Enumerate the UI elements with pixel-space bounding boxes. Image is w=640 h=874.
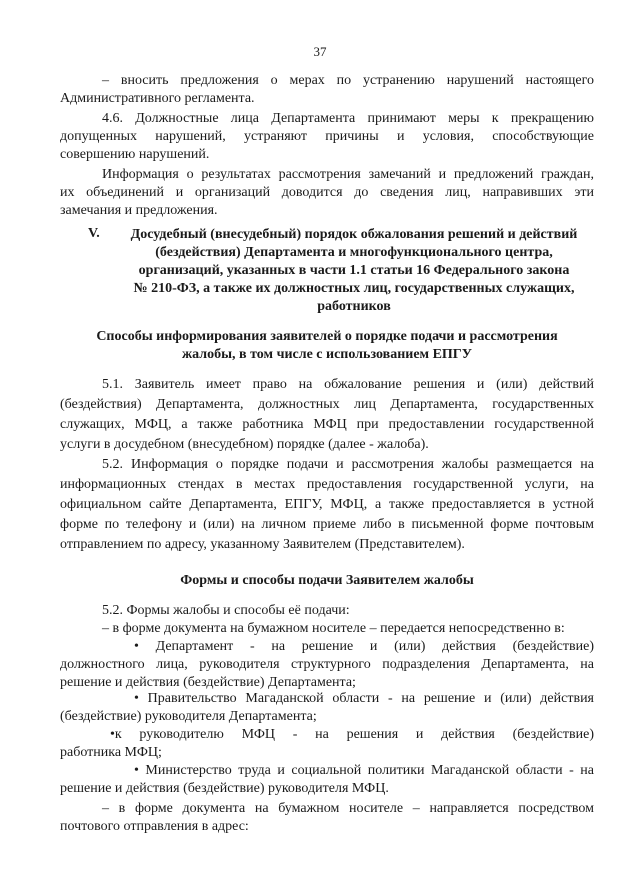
text-line: работника МФЦ; [60,745,162,760]
section-title-line: (бездействия) Департамента и многофункционального центра, [155,245,553,260]
text-line: замечания и предложения. [60,203,218,218]
text-line: почтового отправления в адрес: [60,819,249,834]
text-line: – в форме документа на бумажном носителе – передается непосредственно в: [102,621,565,636]
text-line: решение и действия (бездействие) руководителя МФЦ. [60,781,389,796]
text-line: – в форме документа на бумажном носителе – направляется посредством [102,801,594,816]
section-number: V. [88,226,100,241]
text-line: совершению нарушений. [60,147,210,162]
text-line: Информация о результатах рассмотрения замечаний и предложений граждан, [102,167,594,182]
section-title-line: работников [317,299,391,314]
text-line: услуги в досудебном (внесудебном) порядке (далее - жалоба). [60,437,429,452]
text-line: Административного регламента. [60,91,255,106]
text-line: 5.2. Формы жалобы и способы её подачи: [102,603,350,618]
text-line: 5.1. Заявитель имеет право на обжалование решения и (или) действий [102,377,594,392]
list-item: • Правительство Магаданской области - на решение и (или) действия [134,691,594,706]
subheading: Формы и способы подачи Заявителем жалобы [180,573,474,588]
text-line: информационных стендах в местах предоставления государственной услуги, на [60,477,594,492]
text-line: (бездействия) Департамента, должностных лиц Департамента, государственных [60,397,594,412]
list-item: • Департамент - на решение и (или) действия (бездействие) [134,639,594,654]
section-title-line: Досудебный (внесудебный) порядок обжалования решений и действий [130,227,578,242]
section-title-line: организаций, указанных в части 1.1 статьи 16 Федерального закона [138,263,570,278]
text-line: – вносить предложения о мерах по устранению нарушений настоящего [102,73,594,88]
list-item: • Министерство труда и социальной политики Магаданской области - на [134,763,594,778]
list-item: •к руководителю МФЦ - на решения и действия (бездействие) [110,727,594,742]
page-number: 37 [313,44,327,59]
subheading: жалобы, в том числе с использованием ЕПГУ [181,347,472,362]
text-line: должностного лица, руководителя структурного подразделения Департамента, на [60,657,594,672]
section-title-line: № 210-ФЗ, а также их должностных лиц, государственных служащих, [133,281,575,296]
text-line: отправлением по адресу, указанному Заявителем (Представителем). [60,537,465,552]
text-line: официальном сайте Департамента, ЕПГУ, МФЦ, а также предоставляется в устной [60,497,594,512]
text-line: форме по телефону и (или) на личном приеме либо в письменной форме почтовым [60,517,594,532]
subheading: Способы информирования заявителей о порядке подачи и рассмотрения [96,329,558,344]
text-line: их объединений и организаций доводится до сведения лиц, направивших эти [60,185,594,200]
text-line: (бездействие) руководителя Департамента; [60,709,317,724]
text-line: служащих, МФЦ, а также работника МФЦ при предоставлении государственной [60,417,594,432]
text-line: решение и действия (бездействие) Департамента; [60,675,356,690]
text-line: 5.2. Информация о порядке подачи и рассмотрения жалобы размещается на [102,457,594,472]
text-line: допущенных нарушений, устраняют причины и условия, способствующие [60,129,594,144]
text-line: 4.6. Должностные лица Департамента принимают меры к прекращению [102,111,594,126]
